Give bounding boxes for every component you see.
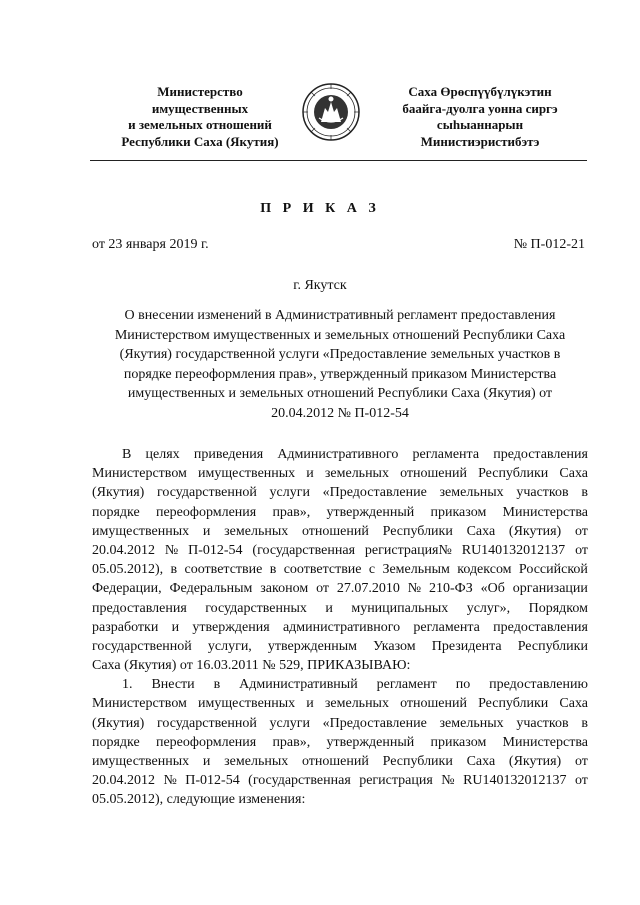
subject-line: имущественных и земельных отношений Республики Саха (Якутия) от	[127, 386, 553, 401]
body-line: (Якутия) государственной услуги «Предоставление земельных участков в	[92, 485, 588, 501]
document-title: П Р И К А З	[260, 201, 380, 216]
body-line: 05.05.2012), в соответствие в соответствие с Земельным кодексом Российской	[92, 562, 588, 578]
header-right-line: баайга-дуолга уонна сиргэ	[402, 100, 558, 116]
subject-line: 20.04.2012 № П-012-54	[271, 405, 409, 421]
body-line: Федерации, Федеральным законом от 27.07.2010 № 210-ФЗ «Об организации	[92, 581, 588, 597]
body-line: предоставления государственных и муниципальных услуг», Порядком	[92, 600, 588, 616]
body-line: порядке переоформления прав», утвержденный приказом Министерства	[92, 734, 588, 750]
body-line: 1. Внести в Административный регламент по предоставлению	[122, 677, 588, 693]
body-line: 20.04.2012 № П-012-54 (государственная регистрация № RU140132012137 от	[92, 773, 588, 789]
header-right-line: сыһыаннарын	[436, 117, 524, 132]
order-city: г. Якутск	[293, 278, 347, 293]
body-line: Саха (Якутия) от 16.03.2011 № 529, ПРИКАЗЫВАЮ:	[92, 658, 411, 674]
header-left-line: Республики Саха (Якутия)	[121, 133, 279, 149]
body-line: имущественных и земельных отношений Республики Саха (Якутия) от	[92, 523, 588, 539]
subject-line: (Якутия) государственной услуги «Предоставление земельных участков в	[119, 347, 561, 362]
body-line: порядке переоформления прав», утвержденный приказом Министерства	[92, 504, 588, 520]
header-right-line: Саха Өрөспүүбүлүкэтин	[408, 84, 552, 99]
body-line: разработки и утверждения административного регламента предоставления	[92, 619, 588, 635]
header-left-line: имущественных	[151, 100, 249, 116]
body-line: государственной услуги, утвержденным Указом Президента Республики	[92, 638, 588, 654]
order-body	[92, 445, 588, 810]
header-left-line: Министерство	[157, 84, 243, 99]
body-line: Министерством имущественных и земельных отношений Республики Саха	[92, 466, 588, 482]
subject-line: Министерством имущественных и земельных отношений Республики Саха	[114, 327, 566, 343]
body-line: 05.05.2012), следующие изменения:	[92, 792, 306, 808]
order-date: от 23 января 2019 г.	[92, 237, 209, 252]
body-line: (Якутия) государственной услуги «Предоставление земельных участков в	[92, 715, 588, 731]
subject-line: О внесении изменений в Административный регламент предоставления	[124, 308, 556, 323]
order-number: № П-012-21	[513, 237, 585, 252]
order-subject	[92, 306, 588, 423]
coat-of-arms-sakha-icon	[301, 82, 361, 142]
header-divider	[90, 160, 587, 161]
header-right-line: Министиэристибэтэ	[420, 133, 540, 149]
body-line: 20.04.2012 № П-012-54 (государственная регистрация№ RU140132012137 от	[92, 542, 588, 558]
body-line: В целях приведения Административного регламента предоставления	[122, 447, 588, 462]
body-line: Министерством имущественных и земельных отношений Республики Саха	[92, 696, 588, 712]
ministry-name-russian	[100, 84, 300, 150]
header-left-line: и земельных отношений	[128, 117, 272, 132]
body-line: имущественных и земельных отношений Республики Саха (Якутия) от	[92, 754, 588, 769]
ministry-name-sakha	[376, 84, 584, 150]
subject-line: порядке переоформления прав», утвержденный приказом Министерства	[123, 366, 557, 382]
